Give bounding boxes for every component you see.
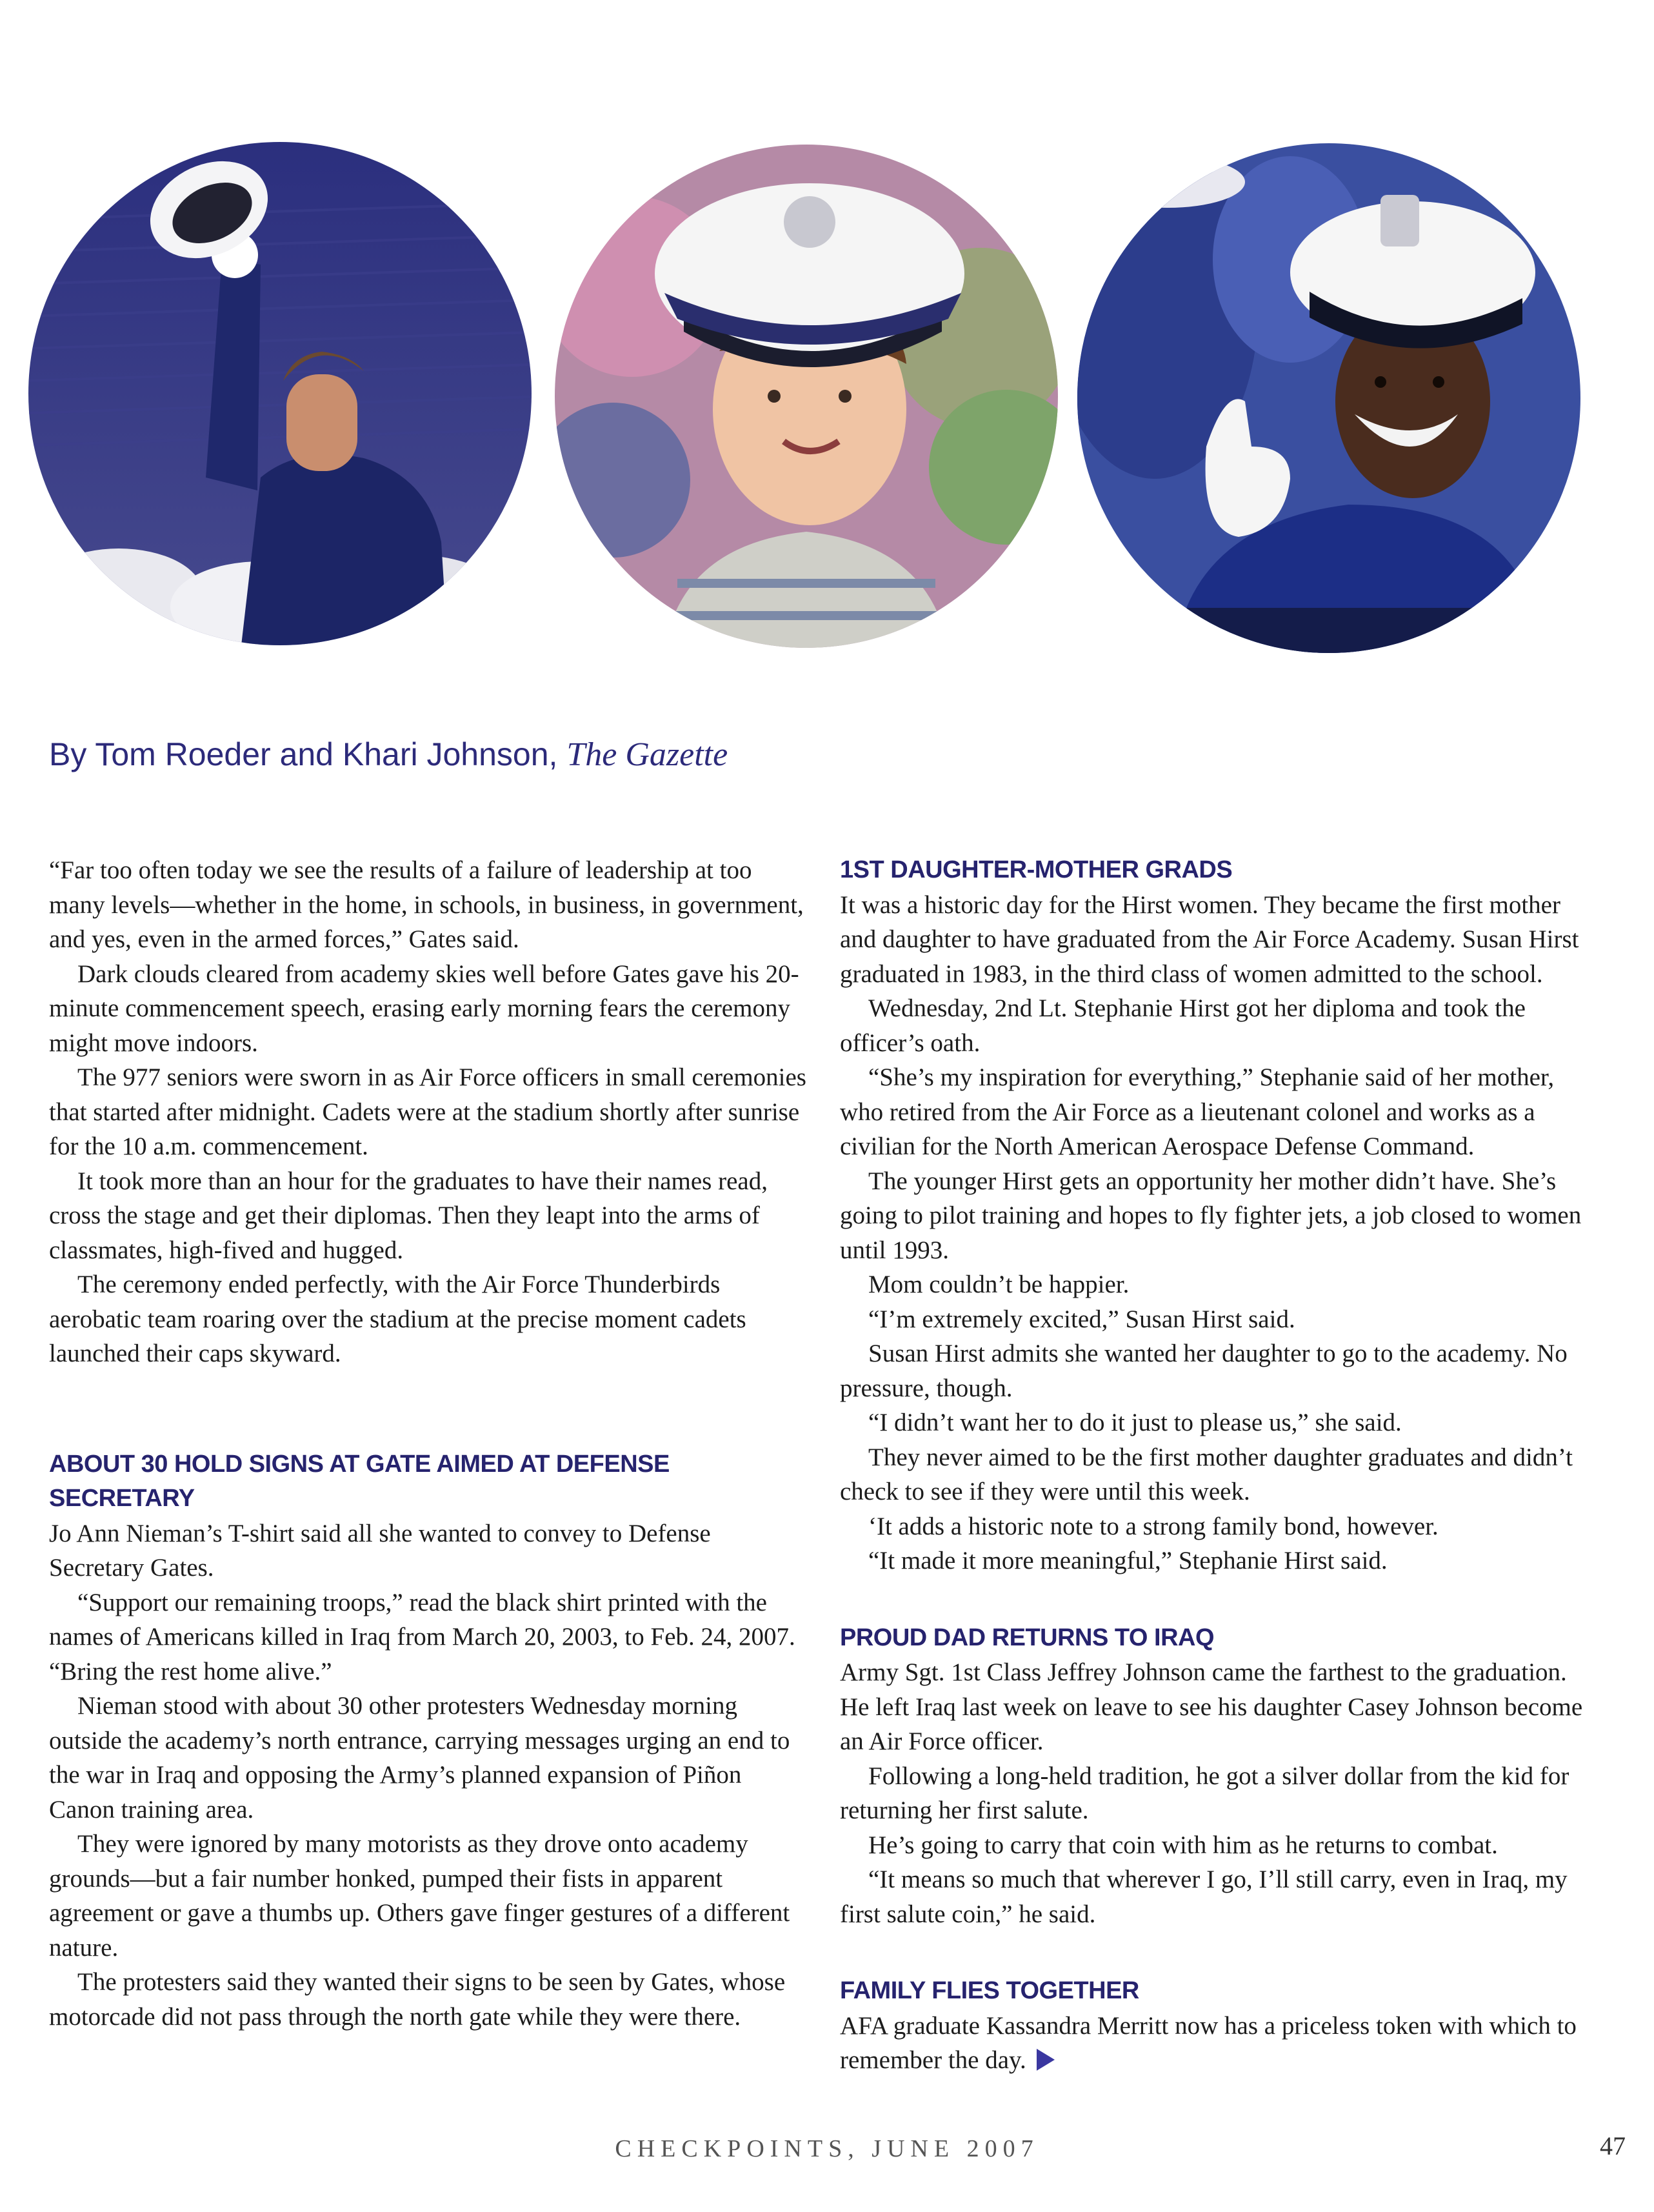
article-paragraph: Mom couldn’t be happier. xyxy=(868,1271,1130,1298)
article-paragraph xyxy=(840,2009,1601,2078)
article-paragraph: “It made it more meaningful,” Stephanie Hirst said. xyxy=(868,1547,1388,1574)
article-paragraph: Susan Hirst admits she wanted her daughter to go to the academy. No pressure, though. xyxy=(840,1340,1568,1402)
boy-in-cadet-cap-photo xyxy=(555,145,1058,648)
article-left-column xyxy=(49,853,810,2034)
article-paragraph: It took more than an hour for the graduates to have their names read, cross the stage and get their diplomas. Then they leapt into the arms of classmates, high-fived and hugged. xyxy=(49,1167,768,1264)
article-paragraph: “Far too often today we see the results of a failure of leadership at too many levels—whether in the home, in schools, in business, in government, and yes, even in the armed forces,” Gates said. xyxy=(49,856,804,953)
article-paragraph: “She’s my inspiration for everything,” Stephanie said of her mother, who retired from the Air Force as a lieutenant colonel and works as a civilian for the North American Aerospace Defense Command. xyxy=(840,1063,1555,1160)
article-paragraph: Army Sgt. 1st Class Jeffrey Johnson came the farthest to the graduation. He left Iraq last week on leave to see his daughter Casey Johnson become an Air Force officer. xyxy=(840,1658,1583,1755)
section-heading-family: FAMILY FLIES TOGETHER xyxy=(840,1977,1139,2004)
footer-publication: CHECKPOINTS, JUNE 2007 xyxy=(615,2135,1039,2162)
byline-authors: By Tom Roeder and Khari Johnson, xyxy=(49,736,558,772)
article-paragraph: The 977 seniors were sworn in as Air Force officers in small ceremonies that started after midnight. Cadets were at the stadium shortly after sunrise for the 10 a.m. commencement. xyxy=(49,1063,806,1160)
article-paragraph: “I didn’t want her to do it just to please us,” she said. xyxy=(868,1409,1402,1436)
cadet-thumbs-up-photo xyxy=(1077,143,1580,653)
photo-strip xyxy=(0,0,1654,665)
article-paragraph: Following a long-held tradition, he got a silver dollar from the kid for returning her first salute. xyxy=(840,1762,1569,1824)
section-heading-daughter-mother: 1ST DAUGHTER-MOTHER GRADS xyxy=(840,856,1233,883)
article-paragraph: They never aimed to be the first mother daughter graduates and didn’t check to see if they were until this week. xyxy=(840,1443,1573,1505)
article-paragraph: They were ignored by many motorists as they drove onto academy grounds—but a fair number honked, pumped their fists in apparent agreement or gave a thumbs up. Others gave finger gestures of a different nature. xyxy=(49,1830,790,1962)
article-paragraph: Jo Ann Nieman’s T-shirt said all she wanted to convey to Defense Secretary Gates. xyxy=(49,1519,711,1582)
article-paragraph: ‘It adds a historic note to a strong family bond, however. xyxy=(868,1512,1439,1540)
article-paragraph: He’s going to carry that coin with him as he returns to combat. xyxy=(868,1831,1498,1859)
article-paragraph: The younger Hirst gets an opportunity her mother didn’t have. She’s going to pilot training and hopes to fly fighter jets, a job closed to women until 1993. xyxy=(840,1167,1582,1264)
article-paragraph: Dark clouds cleared from academy skies well before Gates gave his 20-minute commencement speech, erasing early morning fears the ceremony might move indoors. xyxy=(49,960,799,1057)
article-right-column xyxy=(840,853,1601,2078)
article-paragraph: Nieman stood with about 30 other protesters Wednesday morning outside the academy’s north entrance, carrying messages urging an end to the war in Iraq and opposing the Army’s planned expansion of Piñon Canon training area. xyxy=(49,1692,790,1824)
byline-publication: The Gazette xyxy=(566,736,728,773)
article-paragraph-text: AFA graduate Kassandra Merritt now has a priceless token with which to remember the day. xyxy=(840,2011,1577,2074)
byline xyxy=(49,736,1081,774)
continue-arrow-icon xyxy=(1037,2049,1055,2071)
article-paragraph: “I’m extremely excited,” Susan Hirst said. xyxy=(868,1305,1295,1333)
cadet-waving-cap-photo xyxy=(28,142,532,645)
article-paragraph: The protesters said they wanted their signs to be seen by Gates, whose motorcade did not pass through the north gate while they were there. xyxy=(49,1968,786,2031)
article-paragraph: “It means so much that wherever I go, I’ll still carry, even in Iraq, my first salute coin,” he said. xyxy=(840,1865,1568,1928)
article-paragraph: The ceremony ended perfectly, with the Air Force Thunderbirds aerobatic team roaring over the stadium at the precise moment cadets launched their caps skyward. xyxy=(49,1271,746,1367)
article-paragraph: Wednesday, 2nd Lt. Stephanie Hirst got her diploma and took the officer’s oath. xyxy=(840,994,1526,1057)
article-paragraph: “Support our remaining troops,” read the black shirt printed with the names of Americans killed in Iraq from March 20, 2003, to Feb. 24, 2007. “Bring the rest home alive.” xyxy=(49,1588,795,1685)
article-paragraph: It was a historic day for the Hirst women. They became the first mother and daughter to have graduated from the Air Force Academy. Susan Hirst graduated in 1983, in the third class of women admitted to the school. xyxy=(840,890,1579,988)
section-heading-proud-dad: PROUD DAD RETURNS TO IRAQ xyxy=(840,1624,1215,1651)
section-heading-protest: ABOUT 30 HOLD SIGNS AT GATE AIMED AT DEFENSE SECRETARY xyxy=(49,1450,670,1512)
page-number: 47 xyxy=(1600,2131,1626,2160)
